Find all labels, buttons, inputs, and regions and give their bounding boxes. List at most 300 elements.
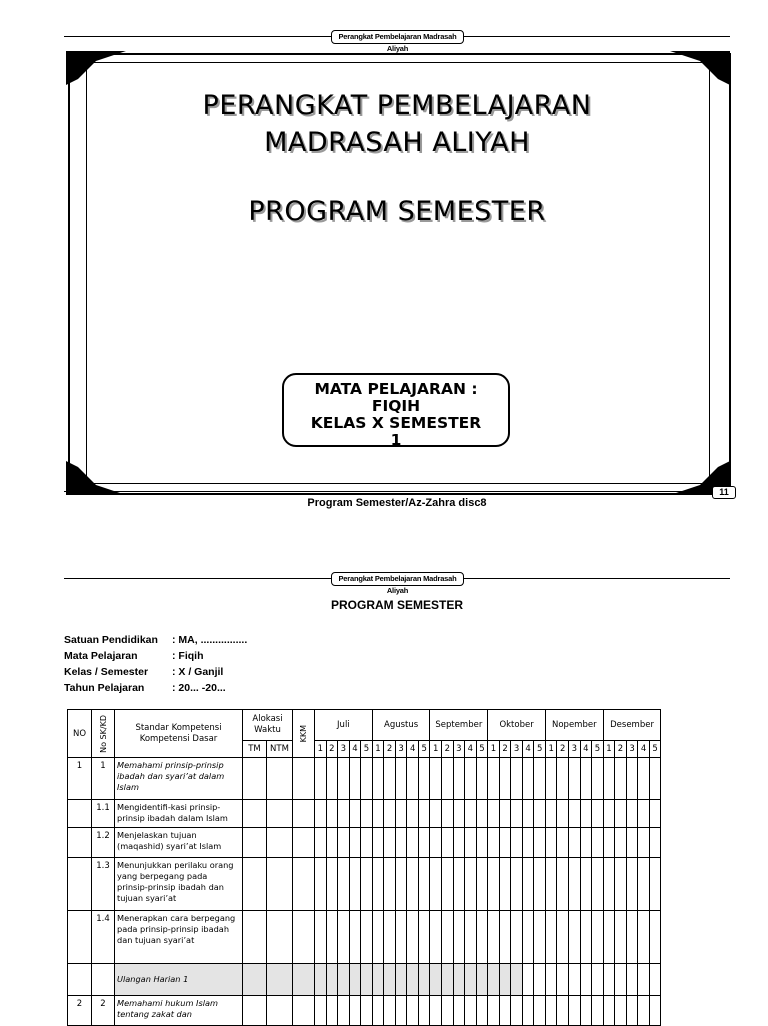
row-cell: [407, 758, 419, 800]
meta-key: Tahun Pelajaran: [64, 682, 145, 694]
row-sk-kd: Memahami prinsip-prinsip ibadah dan syari’at dalam Islam: [115, 758, 243, 800]
row-cell: [638, 996, 650, 1026]
header-week: 5: [476, 741, 488, 758]
header-badge: Perangkat Pembelajaran Madrasah Aliyah: [331, 30, 464, 44]
row-cell: [293, 800, 315, 828]
row-cell: [372, 828, 384, 858]
row-cell: [326, 858, 338, 911]
row-cell: [384, 800, 396, 828]
row-cell: [453, 758, 465, 800]
header-week: 2: [442, 741, 454, 758]
row-cell: [545, 964, 557, 996]
row-cell: [267, 800, 293, 828]
row-cell: [522, 800, 534, 828]
row-cell: [361, 911, 373, 964]
row-cell: [557, 858, 569, 911]
row-cell: [476, 911, 488, 964]
program-semester-table: [67, 709, 661, 1026]
row-cell: [638, 964, 650, 996]
header-tm: TM: [243, 741, 267, 758]
footer-rule: [64, 491, 730, 492]
row-cell: [418, 964, 430, 996]
header-week: 1: [488, 741, 500, 758]
row-cell: [499, 828, 511, 858]
row-cell: [349, 964, 361, 996]
row-cell: [338, 964, 350, 996]
row-cell: [361, 800, 373, 828]
row-cell: [626, 911, 638, 964]
row-cell: [243, 996, 267, 1026]
row-cell: [615, 800, 627, 828]
row-cell: [315, 800, 327, 828]
row-cell: [430, 964, 442, 996]
row-cell: [545, 800, 557, 828]
subject-line4: 1: [390, 431, 402, 449]
row-cell: [326, 964, 338, 996]
meta-key: Kelas / Semester: [64, 666, 149, 678]
row-no-sk: 1.3: [92, 858, 115, 911]
header-week: 3: [338, 741, 350, 758]
row-cell: [372, 911, 384, 964]
row-no: 1: [68, 758, 92, 800]
row-cell: [488, 964, 500, 996]
row-cell: [580, 996, 592, 1026]
row-cell: [326, 758, 338, 800]
row-cell: [638, 758, 650, 800]
header-kkm-label: KKM: [299, 724, 308, 743]
row-cell: [522, 858, 534, 911]
row-cell: [384, 996, 396, 1026]
cover-title-line1: PERANGKAT PEMBELAJARAN: [202, 90, 592, 121]
header-week: 5: [361, 741, 373, 758]
row-cell: [395, 996, 407, 1026]
row-cell: [338, 858, 350, 911]
header-week: 2: [557, 741, 569, 758]
row-no: 2: [68, 996, 92, 1026]
table-row: [68, 911, 661, 964]
header-week: 2: [615, 741, 627, 758]
row-no-sk: 1.1: [92, 800, 115, 828]
row-cell: [476, 800, 488, 828]
row-cell: [243, 911, 267, 964]
row-cell: [603, 758, 615, 800]
row-no: [68, 964, 92, 996]
subject-line2: FIQIH: [371, 397, 421, 415]
row-no: [68, 800, 92, 828]
row-cell: [418, 800, 430, 828]
row-cell: [465, 858, 477, 911]
row-cell: [384, 911, 396, 964]
row-cell: [465, 996, 477, 1026]
row-no-sk: [92, 964, 115, 996]
row-cell: [293, 964, 315, 996]
row-cell: [626, 964, 638, 996]
row-cell: [293, 996, 315, 1026]
row-cell: [638, 800, 650, 828]
row-sk-kd: Memahami hukum Islam tentang zakat dan: [115, 996, 243, 1026]
row-cell: [338, 758, 350, 800]
row-cell: [488, 858, 500, 911]
row-cell: [580, 758, 592, 800]
table-row: [68, 964, 661, 996]
row-cell: [626, 996, 638, 1026]
row-cell: [545, 758, 557, 800]
row-cell: [488, 911, 500, 964]
row-cell: [557, 911, 569, 964]
header-week: 4: [349, 741, 361, 758]
header-week: 5: [592, 741, 604, 758]
row-cell: [395, 828, 407, 858]
row-cell: [592, 828, 604, 858]
row-cell: [384, 858, 396, 911]
row-cell: [407, 828, 419, 858]
row-cell: [649, 858, 661, 911]
row-cell: [338, 911, 350, 964]
row-cell: [349, 758, 361, 800]
header-alokasi-waktu: Alokasi Waktu: [243, 710, 293, 741]
row-cell: [453, 996, 465, 1026]
row-cell: [534, 758, 546, 800]
row-cell: [338, 828, 350, 858]
row-cell: [338, 996, 350, 1026]
meta-value: : Fiqih: [172, 650, 204, 662]
row-cell: [395, 800, 407, 828]
subject-line3: KELAS X SEMESTER: [310, 414, 482, 432]
row-cell: [407, 911, 419, 964]
table-row: [68, 828, 661, 858]
row-cell: [430, 858, 442, 911]
row-cell: [545, 996, 557, 1026]
row-cell: [293, 858, 315, 911]
header-month: September: [430, 710, 488, 741]
row-cell: [395, 911, 407, 964]
row-sk-kd: Menunjukkan perilaku orang yang berpegang pada prinsip-prinsip ibadah dan tujuan syari’at: [115, 858, 243, 911]
row-cell: [569, 758, 581, 800]
row-cell: [649, 828, 661, 858]
row-cell: [315, 911, 327, 964]
row-cell: [488, 996, 500, 1026]
row-cell: [649, 964, 661, 996]
row-cell: [569, 964, 581, 996]
row-cell: [557, 758, 569, 800]
row-cell: [349, 800, 361, 828]
row-cell: [442, 858, 454, 911]
row-cell: [603, 911, 615, 964]
row-cell: [442, 800, 454, 828]
row-cell: [442, 828, 454, 858]
row-cell: [592, 911, 604, 964]
row-cell: [267, 964, 293, 996]
row-cell: [499, 964, 511, 996]
row-cell: [361, 828, 373, 858]
row-cell: [522, 828, 534, 858]
row-cell: [592, 964, 604, 996]
row-cell: [545, 911, 557, 964]
meta-value: : X / Ganjil: [172, 666, 224, 678]
meta-key: Mata Pelajaran: [64, 650, 138, 662]
header-week: 1: [315, 741, 327, 758]
row-cell: [453, 828, 465, 858]
row-cell: [293, 758, 315, 800]
row-no: [68, 828, 92, 858]
header-week: 2: [499, 741, 511, 758]
row-sk-kd: Mengidentifi-kasi prinsip-prinsip ibadah dalam Islam: [115, 800, 243, 828]
row-cell: [488, 758, 500, 800]
page2-title: PROGRAM SEMESTER: [330, 598, 463, 612]
row-cell: [418, 858, 430, 911]
row-cell: [267, 911, 293, 964]
header-week: 1: [603, 741, 615, 758]
row-cell: [326, 996, 338, 1026]
row-cell: [465, 964, 477, 996]
identity-block: [64, 632, 247, 696]
table-row: [68, 996, 661, 1026]
row-cell: [315, 758, 327, 800]
row-cell: [499, 758, 511, 800]
table-row: [68, 758, 661, 800]
row-no-sk: 1.4: [92, 911, 115, 964]
header-sk-kd: Standar Kompetensi Kompetensi Dasar: [115, 710, 243, 758]
row-cell: [511, 996, 523, 1026]
row-cell: [638, 858, 650, 911]
row-cell: [293, 911, 315, 964]
row-cell: [243, 800, 267, 828]
row-cell: [522, 996, 534, 1026]
row-cell: [442, 964, 454, 996]
row-cell: [615, 996, 627, 1026]
header-week: 1: [372, 741, 384, 758]
row-cell: [418, 828, 430, 858]
row-cell: [372, 800, 384, 828]
subject-box: [282, 373, 510, 447]
row-cell: [522, 758, 534, 800]
row-cell: [615, 758, 627, 800]
row-cell: [465, 758, 477, 800]
row-cell: [534, 828, 546, 858]
row-cell: [384, 964, 396, 996]
header-week: 3: [569, 741, 581, 758]
header-week: 5: [418, 741, 430, 758]
row-cell: [499, 996, 511, 1026]
cover-title-line3: PROGRAM SEMESTER: [248, 196, 546, 227]
row-cell: [453, 858, 465, 911]
header-ntm: NTM: [267, 741, 293, 758]
row-cell: [395, 758, 407, 800]
row-cell: [592, 800, 604, 828]
header-week: 3: [511, 741, 523, 758]
row-cell: [349, 996, 361, 1026]
row-cell: [315, 996, 327, 1026]
row-cell: [649, 758, 661, 800]
table-row: [68, 800, 661, 828]
row-cell: [267, 996, 293, 1026]
row-cell: [407, 964, 419, 996]
header-week: 4: [638, 741, 650, 758]
row-cell: [580, 964, 592, 996]
row-cell: [626, 858, 638, 911]
header-week: 3: [395, 741, 407, 758]
header-week: 2: [326, 741, 338, 758]
row-cell: [603, 996, 615, 1026]
row-cell: [499, 911, 511, 964]
row-cell: [592, 758, 604, 800]
row-cell: [395, 858, 407, 911]
header-month: Agustus: [372, 710, 430, 741]
meta-value: : MA, ................: [172, 634, 248, 646]
table-row: [68, 858, 661, 911]
row-cell: [522, 911, 534, 964]
row-cell: [315, 828, 327, 858]
row-cell: [384, 828, 396, 858]
header-week: 3: [626, 741, 638, 758]
row-cell: [534, 858, 546, 911]
header-week: 5: [649, 741, 661, 758]
row-cell: [243, 858, 267, 911]
row-cell: [488, 800, 500, 828]
row-cell: [511, 800, 523, 828]
row-cell: [465, 800, 477, 828]
row-cell: [372, 758, 384, 800]
row-cell: [557, 828, 569, 858]
row-cell: [545, 858, 557, 911]
row-cell: [326, 911, 338, 964]
cover-title-line2: MADRASAH ALIYAH: [264, 127, 530, 158]
row-cell: [569, 828, 581, 858]
header-month: Oktober: [488, 710, 546, 741]
row-cell: [453, 964, 465, 996]
row-cell: [349, 858, 361, 911]
header-month: Juli: [315, 710, 373, 741]
row-cell: [361, 996, 373, 1026]
row-cell: [534, 996, 546, 1026]
row-cell: [499, 800, 511, 828]
header-no-sk: [92, 710, 115, 758]
row-cell: [557, 800, 569, 828]
row-cell: [384, 758, 396, 800]
row-cell: [580, 858, 592, 911]
header-week: 5: [534, 741, 546, 758]
row-cell: [511, 828, 523, 858]
header-week: 4: [465, 741, 477, 758]
header-week: 3: [453, 741, 465, 758]
row-no-sk: 1.2: [92, 828, 115, 858]
row-cell: [511, 758, 523, 800]
header-week: 4: [580, 741, 592, 758]
row-cell: [626, 828, 638, 858]
row-cell: [243, 828, 267, 858]
row-cell: [615, 828, 627, 858]
row-cell: [372, 858, 384, 911]
row-cell: [418, 996, 430, 1026]
row-cell: [626, 758, 638, 800]
row-cell: [349, 911, 361, 964]
row-cell: [592, 996, 604, 1026]
row-cell: [534, 800, 546, 828]
row-cell: [603, 964, 615, 996]
row-cell: [511, 858, 523, 911]
page-number-badge: 11: [712, 486, 736, 499]
row-cell: [361, 858, 373, 911]
row-cell: [453, 800, 465, 828]
row-cell: [476, 996, 488, 1026]
meta-value: : 20... -20...: [172, 682, 226, 694]
row-cell: [476, 858, 488, 911]
row-cell: [407, 996, 419, 1026]
row-cell: [418, 911, 430, 964]
row-no-sk: 2: [92, 996, 115, 1026]
row-cell: [603, 858, 615, 911]
row-cell: [569, 800, 581, 828]
row-cell: [615, 911, 627, 964]
row-cell: [430, 800, 442, 828]
row-cell: [430, 758, 442, 800]
row-cell: [534, 911, 546, 964]
row-cell: [407, 858, 419, 911]
row-cell: [649, 800, 661, 828]
row-cell: [442, 911, 454, 964]
row-cell: [557, 964, 569, 996]
row-no: [68, 911, 92, 964]
row-cell: [442, 996, 454, 1026]
row-cell: [395, 964, 407, 996]
header-month: Desember: [603, 710, 661, 741]
row-cell: [615, 858, 627, 911]
row-cell: [638, 828, 650, 858]
row-cell: [361, 758, 373, 800]
row-cell: [580, 828, 592, 858]
row-cell: [603, 800, 615, 828]
row-cell: [315, 964, 327, 996]
row-cell: [361, 964, 373, 996]
row-cell: [267, 758, 293, 800]
header-week: 1: [545, 741, 557, 758]
row-cell: [430, 911, 442, 964]
row-cell: [465, 828, 477, 858]
row-no: [68, 858, 92, 911]
row-cell: [580, 800, 592, 828]
footer-text: Program Semester/Az-Zahra disc8: [307, 497, 487, 509]
row-cell: [372, 964, 384, 996]
row-cell: [430, 996, 442, 1026]
row-cell: [315, 858, 327, 911]
row-cell: [430, 828, 442, 858]
row-cell: [557, 996, 569, 1026]
header-month: Nopember: [545, 710, 603, 741]
row-cell: [442, 758, 454, 800]
row-cell: [476, 758, 488, 800]
header-week: 1: [430, 741, 442, 758]
row-cell: [267, 858, 293, 911]
row-cell: [499, 858, 511, 911]
row-sk-kd: Menjelaskan tujuan (maqashid) syari’at Islam: [115, 828, 243, 858]
row-cell: [243, 964, 267, 996]
header-week: 2: [384, 741, 396, 758]
row-cell: [522, 964, 534, 996]
row-cell: [580, 911, 592, 964]
header-kkm: [293, 710, 315, 758]
meta-key: Satuan Pendidikan: [64, 634, 158, 646]
row-cell: [649, 996, 661, 1026]
header-no-sk-label: No SK/KD: [98, 714, 108, 753]
row-cell: [418, 758, 430, 800]
header-week: 4: [407, 741, 419, 758]
header-badge-page2: Perangkat Pembelajaran Madrasah Aliyah: [331, 572, 464, 586]
row-sk-kd: Ulangan Harian 1: [115, 964, 243, 996]
row-cell: [511, 911, 523, 964]
row-cell: [243, 758, 267, 800]
row-cell: [293, 828, 315, 858]
row-cell: [465, 911, 477, 964]
